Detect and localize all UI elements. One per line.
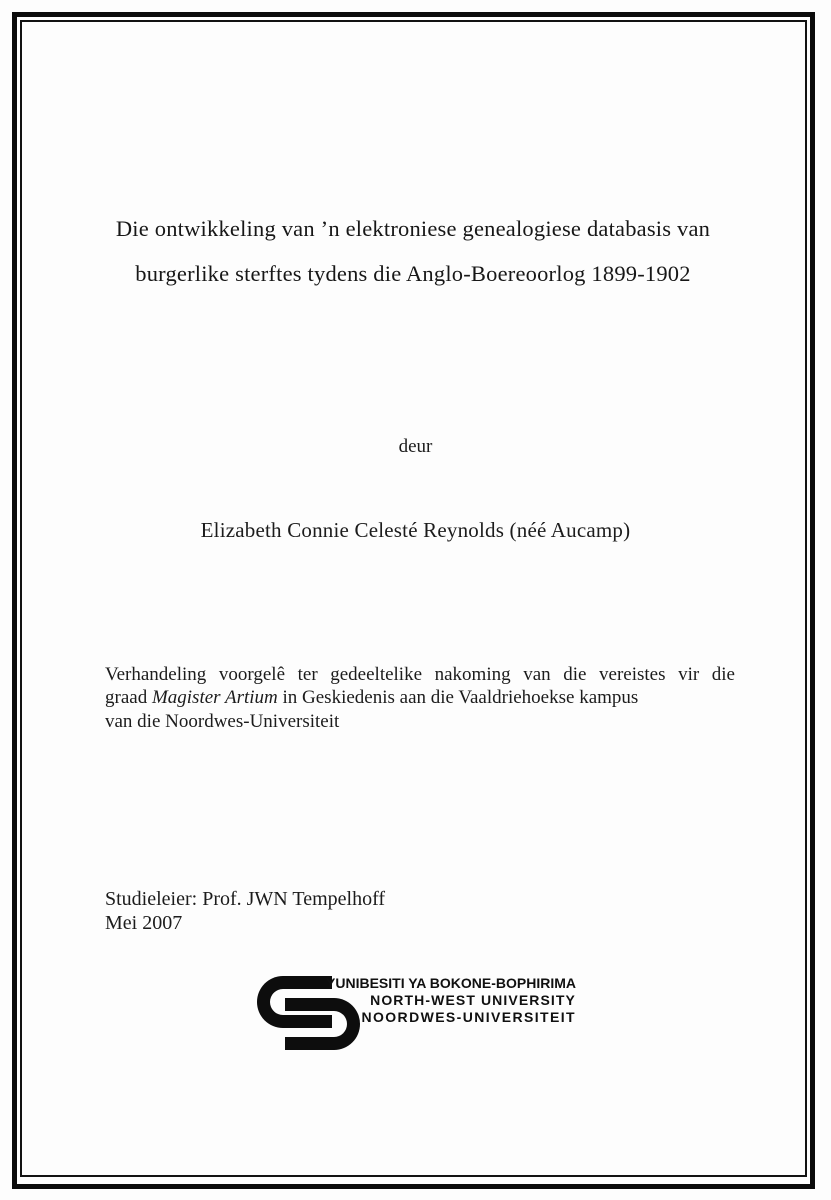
supervisor-line: Studieleier: Prof. JWN Tempelhoff — [105, 888, 386, 910]
thesis-title-line1: Die ontwikkeling van ’n elektroniese genealogiese databasis van — [115, 216, 711, 241]
author-name: Elizabeth Connie Celesté Reynolds (néé Aucamp) — [200, 518, 631, 542]
byline-label: deur — [398, 436, 433, 457]
degree-name: Magister Artium — [151, 687, 278, 709]
thesis-title — [55, 206, 771, 296]
date-line: Mei 2007 — [105, 911, 183, 934]
submission-line2-suffix: in Geskiedenis aan die Vaaldriehoekse kampus — [277, 687, 639, 709]
university-name-english: NORTH-WEST UNIVERSITY — [370, 992, 576, 1008]
submission-line1: Verhandeling voorgelê ter gedeeltelike nakoming van die vereistes vir die — [105, 664, 735, 685]
submission-line3: van die Noordwes-Universiteit — [105, 710, 340, 732]
university-name-afrikaans: NOORDWES-UNIVERSITEIT — [361, 1009, 576, 1025]
university-name-setswana: YUNIBESITI YA BOKONE-BOPHIRIMA — [326, 975, 576, 991]
thesis-title-line2: burgerlike sterftes tydens die Anglo-Boereoorlog 1899-1902 — [135, 261, 691, 286]
university-name-block — [317, 975, 576, 1026]
submission-statement — [105, 663, 735, 733]
submission-line2-prefix: graad — [105, 687, 152, 709]
submission-line2 — [105, 686, 735, 709]
supervisor-block — [105, 888, 385, 935]
nwu-logo — [257, 973, 579, 1055]
